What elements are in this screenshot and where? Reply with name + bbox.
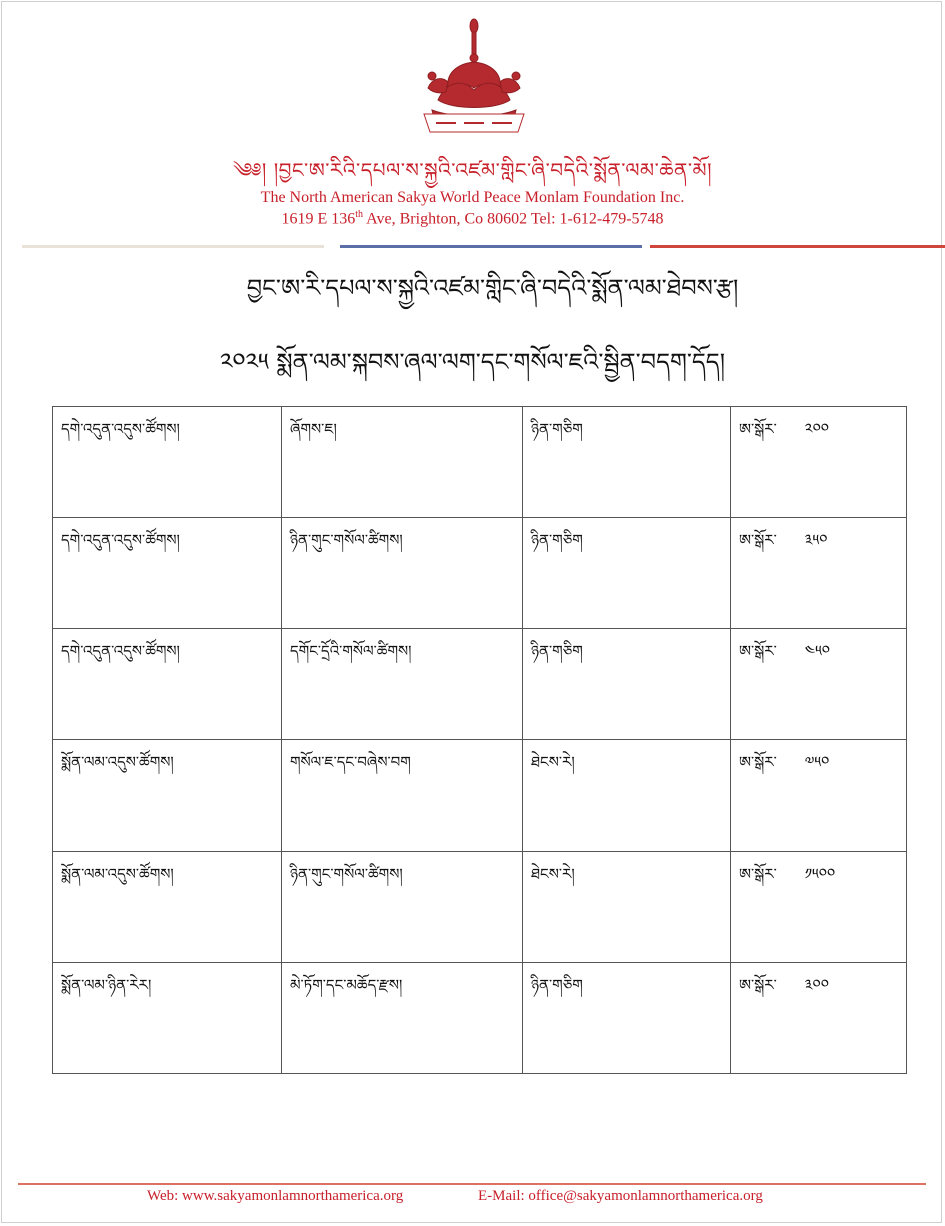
category-cell: སྨོན་ལམ་ཉིན་རེར།: [53, 962, 282, 1073]
table-body: [53, 407, 907, 1074]
address-suffix: Ave, Brighton, Co 80602 Tel: 1-612-479-5748: [363, 210, 664, 228]
footer-email[interactable]: E-Mail: office@sakyamonlamnorthamerica.org: [478, 1188, 763, 1204]
price-value: ༤༥༠: [804, 642, 831, 661]
price-wrapper: [739, 858, 898, 900]
category-cell: དགེ་འདུན་འདུས་ཚོགས།: [53, 518, 282, 629]
price-currency-label: ཨ་སྒོར་: [739, 531, 777, 550]
price-currency-label: ཨ་སྒོར་: [739, 975, 777, 994]
price-value: ༢༠༠: [804, 420, 830, 438]
item-cell: ཞོགས་ཇ།: [282, 407, 523, 518]
price-value: ༣༥༠: [804, 531, 828, 550]
footer-website[interactable]: Web: www.sakyamonlamnorthamerica.org: [147, 1188, 404, 1204]
header-rule-red: [650, 245, 945, 248]
price-wrapper: [739, 413, 898, 455]
footer-rule: [18, 1183, 926, 1185]
header-rule-beige: [22, 245, 324, 248]
price-value: ༡༥༠༠: [804, 864, 836, 883]
price-value: ༣༠༠: [804, 975, 830, 994]
price-wrapper: [739, 746, 898, 788]
price-wrapper: [739, 635, 898, 677]
item-cell: དགོང་དྲོའི་གསོལ་ཚིགས།: [282, 629, 523, 740]
address-superscript: th: [355, 209, 364, 220]
price-wrapper: [739, 524, 898, 566]
item-cell: གསོལ་ཇ་དང་བཞེས་བག: [282, 740, 523, 851]
price-cell: [731, 851, 907, 962]
tibetan-org-name: ༄༅། །བྱང་ཨ་རིའི་དཔལ་ས་སྐྱའི་འཛམ་གླིང་ཞི་བདེའི་སྨོན་ལམ་ཆེན་མོ།: [232, 158, 713, 182]
price-cell: [731, 518, 907, 629]
address-prefix: 1619 E 136: [281, 210, 356, 228]
duration-cell: ཉིན་གཅིག: [523, 629, 731, 740]
duration-cell: ཉིན་གཅིག: [523, 962, 731, 1073]
document-title: བྱང་ཨ་རི་དཔལ་ས་སྐྱའི་འཛམ་གླིང་ཞི་བདེའི་སྨོན་ལམ་ཐེབས་རྩ།: [246, 274, 739, 302]
price-currency-label: ཨ་སྒོར་: [739, 753, 777, 772]
price-currency-label: ཨ་སྒོར་: [739, 420, 777, 438]
item-cell: ཉིན་གུང་གསོལ་ཚིགས།: [282, 851, 523, 962]
duration-cell: ཐེངས་རེ།: [523, 851, 731, 962]
price-wrapper: [739, 969, 898, 1011]
price-cell: [731, 629, 907, 740]
duration-cell: ཉིན་གཅིག: [523, 407, 731, 518]
item-cell: མེ་ཏོག་དང་མཆོད་རྫས།: [282, 962, 523, 1073]
table-row: [53, 518, 907, 629]
item-cell: ཉིན་གུང་གསོལ་ཚིགས།: [282, 518, 523, 629]
price-currency-label: ཨ་སྒོར་: [739, 864, 777, 883]
price-cell: [731, 740, 907, 851]
price-value: ༧༥༠: [804, 753, 830, 772]
address-line: [0, 209, 945, 228]
table-row: [53, 629, 907, 740]
table-row: [53, 407, 907, 518]
price-cell: [731, 407, 907, 518]
category-cell: སྨོན་ལམ་འདུས་ཚོགས།: [53, 740, 282, 851]
table-row: [53, 740, 907, 851]
category-cell: སྨོན་ལམ་འདུས་ཚོགས།: [53, 851, 282, 962]
price-cell: [731, 962, 907, 1073]
table-row: [53, 851, 907, 962]
duration-cell: ཐེངས་རེ།: [523, 740, 731, 851]
table-row: [53, 962, 907, 1073]
category-cell: དགེ་འདུན་འདུས་ཚོགས།: [53, 629, 282, 740]
price-currency-label: ཨ་སྒོར་: [739, 642, 777, 661]
header-rule-blue: [340, 245, 642, 248]
category-cell: དགེ་འདུན་འདུས་ཚོགས།: [53, 407, 282, 518]
document-subtitle: ༢༠༢༥ སྨོན་ལམ་སྐབས་ཞལ་ལག་དང་གསོལ་ཇའི་སྦྱིན་བདག་དོད།: [219, 348, 726, 376]
duration-cell: ཉིན་གཅིག: [523, 518, 731, 629]
org-name: The North American Sakya World Peace Monlam Foundation Inc.: [260, 189, 685, 206]
sponsorship-table: [52, 406, 907, 1074]
sakya-lotus-logo: [402, 18, 546, 136]
